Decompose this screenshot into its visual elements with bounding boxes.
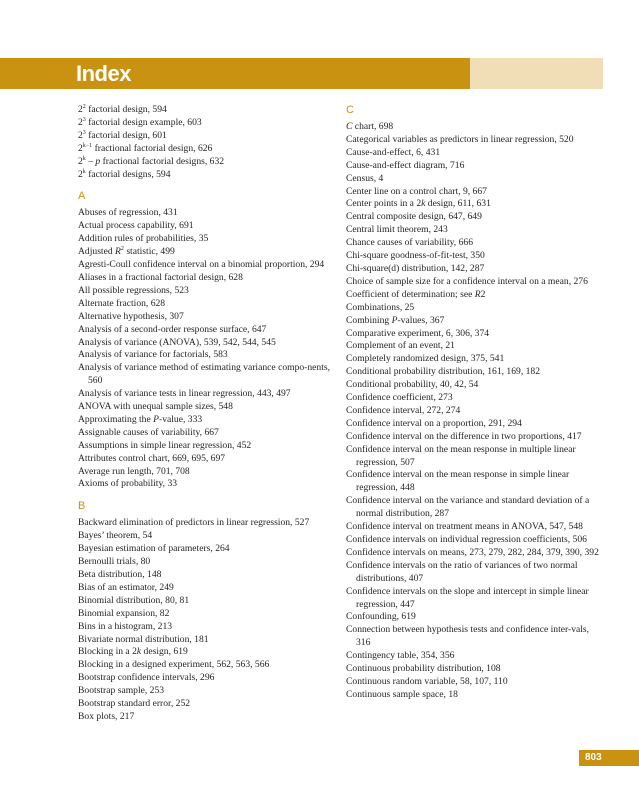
index-entry: Backward elimination of predictors in linear regression, 527 [78, 517, 310, 529]
index-entry: All possible regressions, 523 [78, 284, 189, 296]
index-entry: Confidence interval on the difference in two proportions, 417 [346, 430, 582, 442]
index-entry: Box plots, 217 [78, 710, 135, 722]
index-title-band [0, 58, 603, 89]
index-entry: Bayes’ theorem, 54 [78, 530, 153, 542]
index-entry: Chance causes of variability, 666 [346, 237, 473, 249]
index-entry: Beta distribution, 148 [78, 569, 162, 580]
index-entry: $2^3$ factorial design, 601 [78, 129, 167, 141]
index-entry: Contingency table, 354, 356 [346, 650, 455, 662]
section-letter-heading: B [78, 500, 86, 513]
index-entry: Cause-and-effect diagram, 716 [346, 159, 465, 171]
index-entry: Bivariate normal distribution, 181 [78, 633, 209, 645]
index-entry: Continuous sample space, 18 [346, 688, 458, 700]
index-entry: Confidence interval, 272, 274 [346, 404, 461, 416]
index-entry: Approximating the P-value, 333 [78, 413, 203, 425]
index-entry: Confidence interval on the mean response in simple linear regression, 448 [346, 469, 570, 494]
index-entry: Confidence coefficient, 273 [346, 392, 453, 404]
index-entry: Average run length, 701, 708 [78, 465, 190, 477]
page-title: Index [76, 61, 131, 86]
section-letter-heading: C [346, 104, 354, 116]
index-entry: Binomial distribution, 80, 81 [78, 594, 190, 606]
index-entry: Connection between hypothesis tests and confidence inter-vals, 316 [346, 624, 590, 649]
index-entry: Combinations, 25 [346, 301, 415, 313]
index-entry: Analysis of a second-order response surface, 647 [78, 323, 267, 335]
index-entry: Confidence interval on the variance and standard deviation of a normal distribution, 287 [346, 495, 590, 520]
index-entry: Combining P-values, 367 [346, 314, 445, 326]
index-entry: Bayesian estimation of parameters, 264 [78, 543, 230, 555]
index-entry: Alternate fraction, 628 [78, 297, 166, 309]
index-entry: Continuous probability distribution, 108 [346, 663, 501, 675]
index-entry: Blocking in a 2k design, 619 [78, 646, 188, 658]
index-entry: Analysis of variance (ANOVA), 539, 542, 544, 545 [78, 336, 276, 348]
index-entry: Bootstrap standard error, 252 [78, 698, 191, 710]
index-entry: Confidence intervals on the slope and intercept in simple linear regression, 447 [346, 585, 589, 610]
index-entry: Conditional probability distribution, 161, 169, 182 [346, 366, 541, 378]
index-entry: Choice of sample size for a confidence interval on a mean, 276 [346, 275, 588, 287]
index-entry: Alternative hypothesis, 307 [78, 310, 184, 322]
index-entry: Aliases in a fractional factorial design, 628 [78, 271, 243, 283]
index-entry: Center line on a control chart, 9, 667 [346, 185, 487, 197]
index-entry: Assumptions in simple linear regression, 452 [78, 439, 252, 451]
index-entry: Analysis of variance tests in linear regression, 443, 497 [78, 388, 291, 400]
index-entry: Confidence intervals on the ratio of variances of two normal distributions, 407 [346, 559, 578, 584]
index-entry: Binomial expansion, 82 [78, 607, 170, 619]
index-entry: Comparative experiment, 6, 306, 374 [346, 327, 490, 339]
index-entry: Central composite design, 647, 649 [346, 211, 482, 223]
index-entry: Analysis of variance for factorials, 583 [78, 349, 228, 361]
index-entry: Center points in a 2k design, 611, 631 [346, 198, 491, 210]
index-entry: Confidence interval on the mean response in multiple linear regression, 507 [346, 443, 576, 468]
index-entry: Coefficient of determination; see R2 [346, 288, 486, 300]
index-entry: Bins in a histogram, 213 [78, 620, 173, 632]
page-number: 803 [579, 750, 639, 766]
index-entry: Confidence intervals on individual regression coefficients, 506 [346, 534, 587, 545]
index-entry: Axioms of probability, 33 [78, 478, 178, 490]
index-entry: Abuses of regression, 431 [78, 207, 178, 219]
index-entry: Chi-square goodness-of-fit-test, 350 [346, 250, 485, 262]
index-entry: Confounding, 619 [346, 611, 416, 623]
index-entry: Categorical variables as predictors in linear regression, 520 [346, 133, 574, 145]
index-entry: $2^3$ factorial design example, 603 [78, 116, 202, 128]
index-entry: Bootstrap sample, 253 [78, 685, 165, 697]
index-entry: Complement of an event, 21 [346, 340, 455, 352]
index-entry: Chi-square(d) distribution, 142, 287 [346, 262, 485, 274]
index-entry: Adjusted $R^2$ statistic, 499 [78, 245, 175, 258]
index-entry: Assignable causes of variability, 667 [78, 426, 219, 438]
index-entry: Central limit theorem, 243 [346, 224, 448, 236]
index-entry: 2$^k$ factorial designs, 594 [78, 168, 171, 180]
index-entry: Bias of an estimator, 249 [78, 581, 174, 593]
index-entry: Attributes control chart, 669, 695, 697 [78, 452, 226, 464]
index-entry: Confidence intervals on means, 273, 279, 282, 284, 379, 390, 392 [346, 546, 599, 558]
index-column-right [346, 104, 602, 702]
index-entry: C chart, 698 [346, 121, 394, 132]
index-entry: ANOVA with unequal sample sizes, 548 [78, 401, 233, 413]
index-entry: $2^2$ factorial design, 594 [78, 103, 167, 115]
index-entry: Census, 4 [346, 172, 384, 184]
index-entry: Actual process capability, 691 [78, 220, 194, 232]
index-entry: Conditional probability, 40, 42, 54 [346, 379, 479, 391]
index-entry: Analysis of variance method of estimating variance compo-nents, 560 [78, 362, 331, 387]
index-entry: Cause-and-effect, 6, 431 [346, 146, 441, 158]
index-entry: Blocking in a designed experiment, 562, 563, 566 [78, 659, 270, 671]
index-entry: 2$^k$ – p fractional factorial designs, 632 [78, 155, 225, 167]
index-entry: Agresti-Coull confidence interval on a binomial proportion, 294 [78, 259, 325, 271]
index-entry: $2^{k-1}$ fractional factorial design, 626 [78, 142, 213, 154]
index-entry: Bootstrap confidence intervals, 296 [78, 672, 215, 684]
index-entry: Continuous random variable, 58, 107, 110 [346, 675, 508, 687]
index-entry: Confidence interval on a proportion, 291, 294 [346, 417, 522, 429]
title-band-accent [470, 58, 603, 89]
index-entry: Addition rules of probabilities, 35 [78, 233, 209, 245]
index-column-left [78, 104, 334, 724]
index-entry: Confidence interval on treatment means in ANOVA, 547, 548 [346, 521, 583, 533]
index-entry: Bernoulli trials, 80 [78, 556, 151, 568]
section-letter-heading: A [78, 190, 86, 203]
index-entry: Completely randomized design, 375, 541 [346, 353, 505, 365]
